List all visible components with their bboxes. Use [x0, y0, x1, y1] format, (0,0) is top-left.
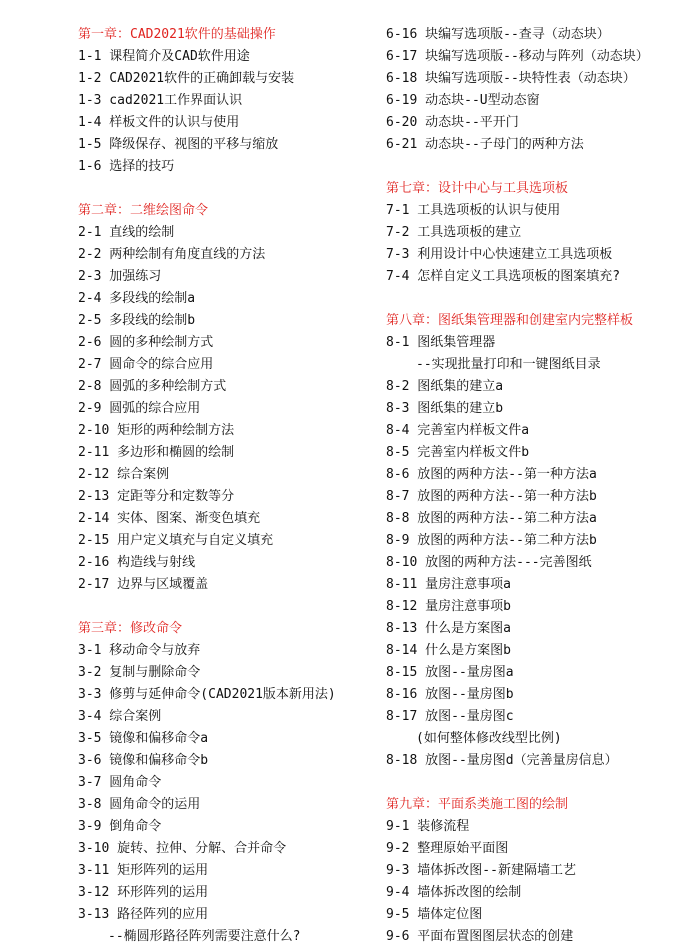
- lesson-item: 8-11 量房注意事项a: [386, 577, 511, 592]
- lesson-item: 8-5 完善室内样板文件b: [386, 445, 530, 460]
- lesson-item: 1-5 降级保存、视图的平移与缩放: [78, 137, 279, 152]
- chapter-heading: 第三章：修改命令: [78, 621, 183, 636]
- lesson-item: 3-4 综合案例: [78, 709, 162, 724]
- lesson-item: 3-11 矩形阵列的运用: [78, 863, 209, 878]
- section-spacer: [78, 596, 378, 618]
- lesson-item: 1-3 cad2021工作界面认识: [78, 93, 243, 108]
- lesson-item: 2-17 边界与区域覆盖: [78, 577, 209, 592]
- lesson-subtitle: --椭圆形路径阵列需要注意什么?: [108, 929, 301, 944]
- lesson-item: 3-13 路径阵列的应用: [78, 907, 209, 922]
- lesson-item: 7-4 怎样自定义工具选项板的图案填充?: [386, 269, 621, 284]
- lesson-item: 9-1 装修流程: [386, 819, 470, 834]
- lesson-item: 3-1 移动命令与放弃: [78, 643, 201, 658]
- chapter-heading: 第九章：平面系类施工图的绘制: [386, 797, 569, 812]
- section-spacer: [386, 156, 686, 178]
- lesson-item: 2-11 多边形和椭圆的绘制: [78, 445, 235, 460]
- lesson-item: 1-2 CAD2021软件的正确卸载与安装: [78, 71, 295, 86]
- lesson-item: 2-8 圆弧的多种绘制方式: [78, 379, 227, 394]
- chapter-heading: 第七章：设计中心与工具选项板: [386, 181, 569, 196]
- lesson-item: 2-13 定距等分和定数等分: [78, 489, 235, 504]
- lesson-item: 1-1 课程简介及CAD软件用途: [78, 49, 250, 64]
- lesson-item: 2-7 圆命令的综合应用: [78, 357, 214, 372]
- lesson-item: 7-1 工具选项板的认识与使用: [386, 203, 561, 218]
- section-spacer: [386, 772, 686, 794]
- section-spacer: [386, 288, 686, 310]
- lesson-item: 8-18 放图--量房图d（完善量房信息）: [386, 753, 618, 768]
- lesson-item: 3-6 镜像和偏移命令b: [78, 753, 209, 768]
- toc-left-column: [78, 24, 378, 948]
- lesson-item: 9-6 平面布置图图层状态的创建: [386, 929, 574, 944]
- lesson-item: 8-17 放图--量房图c: [386, 709, 514, 724]
- lesson-item: 2-4 多段线的绘制a: [78, 291, 196, 306]
- lesson-item: 2-3 加强练习: [78, 269, 162, 284]
- lesson-item: 8-14 什么是方案图b: [386, 643, 511, 658]
- section-spacer: [78, 178, 378, 200]
- chapter-heading: 第二章：二维绘图命令: [78, 203, 209, 218]
- lesson-item: 6-16 块编写选项版--查寻（动态块）: [386, 27, 610, 42]
- lesson-item: 8-12 量房注意事项b: [386, 599, 511, 614]
- lesson-item: 2-6 圆的多种绘制方式: [78, 335, 214, 350]
- lesson-item: 9-2 整理原始平面图: [386, 841, 509, 856]
- lesson-item: 3-8 圆角命令的运用: [78, 797, 201, 812]
- lesson-item: 2-2 两种绘制有角度直线的方法: [78, 247, 266, 262]
- lesson-item: 8-1 图纸集管理器: [386, 335, 496, 350]
- lesson-item: 6-19 动态块--U型动态窗: [386, 93, 540, 108]
- lesson-item: 2-15 用户定义填充与自定义填充: [78, 533, 274, 548]
- lesson-item: 2-5 多段线的绘制b: [78, 313, 196, 328]
- lesson-item: 8-6 放图的两种方法--第一种方法a: [386, 467, 597, 482]
- lesson-item: 7-3 利用设计中心快速建立工具选项板: [386, 247, 613, 262]
- lesson-item: 3-5 镜像和偏移命令a: [78, 731, 209, 746]
- lesson-item: 3-3 修剪与延伸命令(CAD2021版本新用法): [78, 687, 336, 702]
- lesson-item: 2-10 矩形的两种绘制方法: [78, 423, 235, 438]
- chapter-heading: 第一章：CAD2021软件的基础操作: [78, 27, 276, 42]
- lesson-item: 9-4 墙体拆改图的绘制: [386, 885, 522, 900]
- lesson-item: 7-2 工具选项板的建立: [386, 225, 522, 240]
- lesson-item: 8-7 放图的两种方法--第一种方法b: [386, 489, 597, 504]
- lesson-item: 2-9 圆弧的综合应用: [78, 401, 201, 416]
- lesson-item: 8-9 放图的两种方法--第二种方法b: [386, 533, 597, 548]
- lesson-item: 3-10 旋转、拉伸、分解、合并命令: [78, 841, 287, 856]
- lesson-item: 2-1 直线的绘制: [78, 225, 175, 240]
- lesson-item: 8-16 放图--量房图b: [386, 687, 514, 702]
- lesson-item: 8-3 图纸集的建立b: [386, 401, 504, 416]
- lesson-item: 6-21 动态块--子母门的两种方法: [386, 137, 584, 152]
- lesson-item: 6-17 块编写选项版--移动与阵列（动态块）: [386, 49, 649, 64]
- lesson-item: 8-8 放图的两种方法--第二种方法a: [386, 511, 597, 526]
- lesson-item: 8-13 什么是方案图a: [386, 621, 511, 636]
- lesson-item: 3-9 倒角命令: [78, 819, 162, 834]
- lesson-item: 9-3 墙体拆改图--新建隔墙工艺: [386, 863, 576, 878]
- lesson-item: 8-10 放图的两种方法---完善图纸: [386, 555, 592, 570]
- lesson-item: 8-4 完善室内样板文件a: [386, 423, 530, 438]
- lesson-item: 6-20 动态块--平开门: [386, 115, 519, 130]
- chapter-heading: 第八章：图纸集管理器和创建室内完整样板: [386, 313, 634, 328]
- lesson-item: 8-2 图纸集的建立a: [386, 379, 504, 394]
- lesson-subtitle: --实现批量打印和一键图纸目录: [416, 357, 601, 372]
- lesson-item: 2-12 综合案例: [78, 467, 170, 482]
- lesson-item: 3-2 复制与删除命令: [78, 665, 201, 680]
- lesson-item: 1-4 样板文件的认识与使用: [78, 115, 240, 130]
- lesson-item: 6-18 块编写选项版--块特性表（动态块）: [386, 71, 636, 86]
- toc-right-column: [386, 24, 686, 948]
- lesson-subtitle: (如何整体修改线型比例): [416, 731, 562, 746]
- lesson-item: 3-12 环形阵列的运用: [78, 885, 209, 900]
- lesson-item: 1-6 选择的技巧: [78, 159, 175, 174]
- lesson-item: 9-5 墙体定位图: [386, 907, 483, 922]
- lesson-item: 8-15 放图--量房图a: [386, 665, 514, 680]
- lesson-item: 2-16 构造线与射线: [78, 555, 196, 570]
- lesson-item: 3-7 圆角命令: [78, 775, 162, 790]
- lesson-item: 2-14 实体、图案、渐变色填充: [78, 511, 261, 526]
